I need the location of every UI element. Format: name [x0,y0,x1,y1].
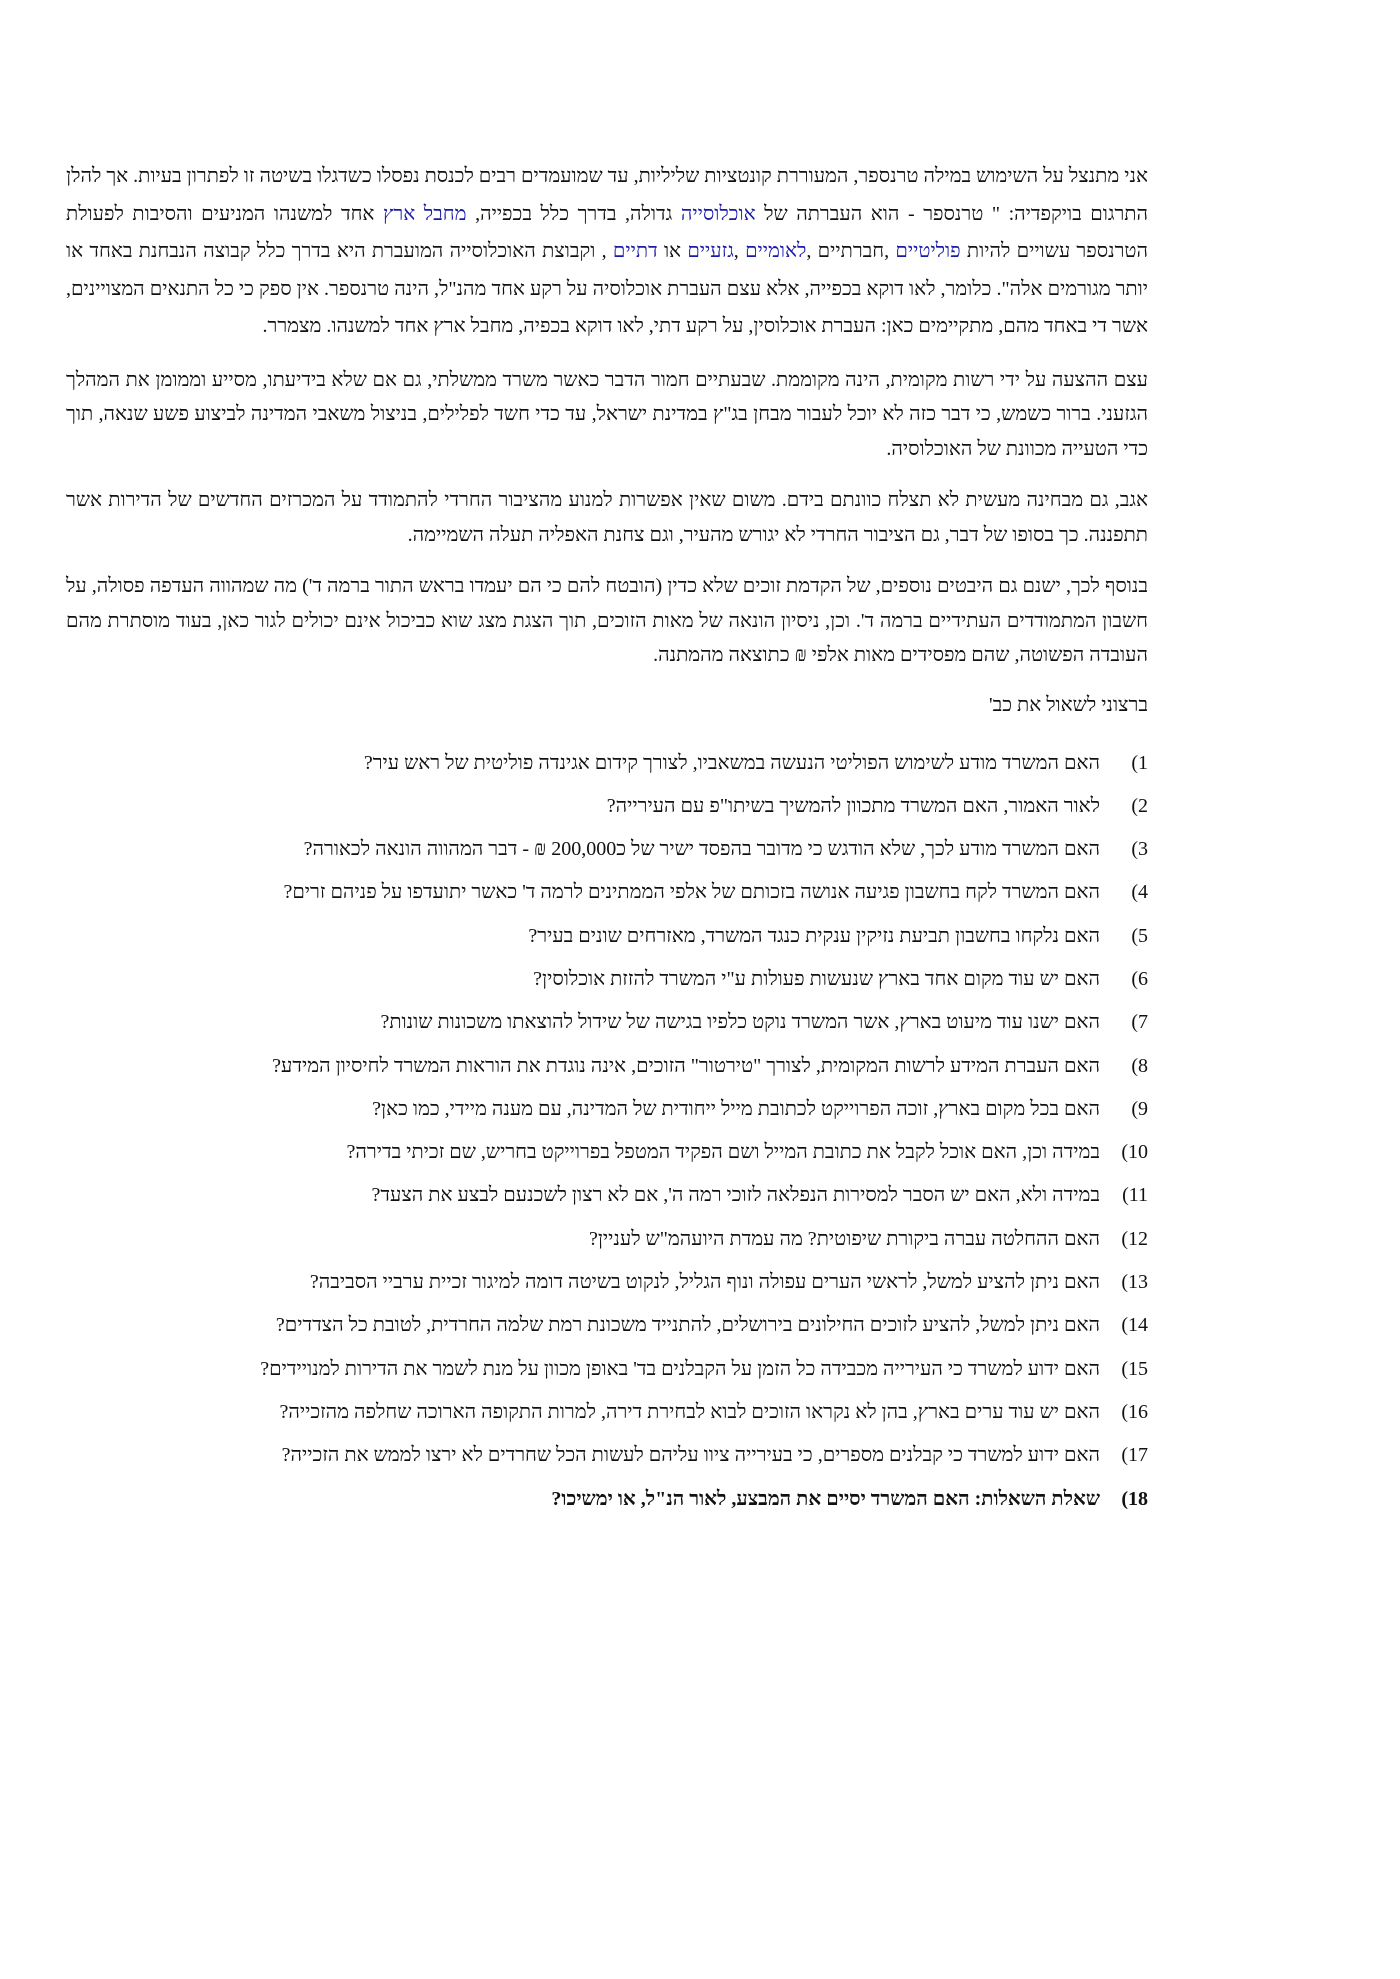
question-text: האם ישנו עוד מיעוט בארץ, אשר המשרד נוקט כלפיו בגישה של שידול להוצאתו משכונות שונות? [380,1011,1100,1034]
question-item [66,834,1148,877]
question-item [66,748,1148,791]
paragraph-additional-aspects: בנוסף לכך, ישנם גם היבטים נוספים, של הקדמת זוכים שלא כדין (הובטח להם כי הם יעמדו בראש התור ברמה ד') מה שמהווה העדפה פסולה, על חשבון המתמודדים העתידיים ברמה ד'. וכן, ניסיון הונאה של מאות הזוכים, תוך הצגת מצג שוא כביכול אינם יכולים לגור כאן, בעוד מוסתרת מהם העובדה הפשוטה, שהם מפסידים מאות אלפי ₪ כתוצאה מהמתנה. [66,575,1148,666]
question-number: 5) [1131,924,1148,947]
document-page [66,158,1148,1527]
question-item [66,1397,1148,1440]
question-item [66,964,1148,1007]
question-number: 9) [1131,1097,1148,1120]
question-item [66,1267,1148,1310]
paragraph-practical-aspect: אגב, גם מבחינה מעשית לא תצלח כוונתם בידם. משום שאין אפשרות למנוע מהציבור החרדי להתמודד על המכרזים החדשים של הדירות אשר תתפננה. כך בסופו של דבר, גם הציבור החרדי לא יגורש מהעיר, וגם צחנת האפליה תעלה השמיימה. [66,489,1148,546]
question-text: האם ידוע למשרד כי העירייה מכבידה כל הזמן על הקבלנים בד' באופן מכוון על מנת לשמר את הדירות למנויידים? [260,1357,1100,1380]
question-number: 6) [1131,967,1148,990]
question-item [66,1440,1148,1483]
questions-intro: ברצוני לשאול את כב' [988,693,1148,716]
question-number: 11) [1122,1184,1148,1207]
question-text: האם יש עוד ערים בארץ, בהן לא נקראו הזוכים לבוא לבחירת דירה, למרות התקופה הארוכה שחלפה מהזכייה? [279,1400,1100,1423]
question-text: האם ניתן למשל, להציע לזוכים החילונים בירושלים, להתנייד משכונת רמת שלמה החרדית, לטובת כל הצדדים? [275,1314,1100,1337]
question-text: האם ידוע למשרד כי קבלנים מספרים, כי בעירייה ציוו עליהם לעשות הכל שחרדים לא ירצו לממש את הזכייה? [281,1444,1100,1467]
question-number: 13) [1121,1271,1148,1294]
question-text: האם יש עוד מקום אחד בארץ שנעשות פעולות ע"י המשרד להזזת אוכלוסין? [533,967,1100,990]
question-text: האם ניתן להציע למשל, לראשי הערים עפולה ונוף הגליל, לנקוט בשיטה דומה למיגור זכיית ערביי הסביבה? [309,1271,1100,1294]
text-segment: ,חברתיים , [806,240,896,262]
question-text: האם המשרד לקח בחשבון פגיעה אנושה בזכותם של אלפי הממתינים לרמה ד' כאשר יתועדפו על פניהם זרים? [283,881,1100,904]
question-text: האם המשרד מודע לשימוש הפוליטי הנעשה במשאביו, לצורך קידום אגינדה פוליטית של ראש עיר? [363,751,1100,774]
questions-list [66,748,1148,1527]
question-number: 16) [1121,1400,1148,1423]
paragraph-municipal-proposal: עצם ההצעה על ידי רשות מקומית, הינה מקוממת. שבעתיים חמור הדבר כאשר משרד ממשלתי, גם אם שלא בידיעתו, מסייע וממומן את המהלך הגזעני. ברור כשמש, כי דבר כזה לא יוכל לעבור מבחן בג"ץ במדינת ישראל, עד כדי חשד לפלילים, בניצול משאבי המדינה לביצוע פשע שנאה, תוך כדי הטעייה מכוונת של האוכלוסיה. [66,368,1148,460]
paragraph-transfer-definition [66,158,1148,346]
question-text: במידה ולא, האם יש הסבר למסירות הנפלאה לזוכי רמה ה', אם לא רצון לשכנעם לבצע את הצעד? [371,1184,1100,1207]
link-racial[interactable]: גזעיים [687,240,734,262]
question-number: 8) [1131,1054,1148,1077]
question-item [66,1137,1148,1180]
question-text: במידה וכן, האם אוכל לקבל את כתובת המייל ושם הפקיד המטפל בפרוייקט בחריש, שם זכיתי בדירה? [346,1141,1100,1164]
question-text: שאלת השאלות: האם המשרד יסיים את המבצע, לאור הנ"ל, או ימשיכו? [551,1487,1100,1510]
text-segment: , וקבוצת האוכלוסייה המועברת היא בדרך כלל קבוצה הנבחנת באחד או יותר מגורמים אלה". כלומר, לאו דוקא בכפייה, אלא עצם העברת אוכלוסיה על רקע אחד מהנ"ל, הינה טרנספר. אין ספק כי כל התנאים המצויינים, אשר די באחד מהם, מתקיימים כאן: העברת אוכלוסין, על רקע דתי, לאו דוקא בכפיה, מחבל ארץ אחד למשנהו. מצמרר. [66,240,1148,337]
question-number: 15) [1121,1357,1148,1380]
question-number: 10) [1121,1141,1148,1164]
question-item [66,877,1148,920]
question-item [66,921,1148,964]
link-religious[interactable]: דתיים [612,240,658,262]
question-text: האם העברת המידע לרשות המקומית, לצורך "טירטור" הזוכים, אינה נוגדת את הוראות המשרד לחיסיון המידע? [272,1054,1100,1077]
question-item-final [66,1484,1148,1527]
question-number: 17) [1121,1444,1148,1467]
question-item [66,1180,1148,1223]
question-item [66,1094,1148,1137]
question-item [66,1354,1148,1397]
question-number: 4) [1131,881,1148,904]
link-population[interactable]: אוכלוסייה [680,202,756,225]
question-item [66,1224,1148,1267]
text-segment: , [733,240,746,262]
question-text: האם בכל מקום בארץ, זוכה הפרוייקט לכתובת מייל ייחודית של המדינה, עם מענה מיידי, כמו כאן? [372,1097,1100,1120]
question-number: 7) [1131,1011,1148,1034]
question-text: האם המשרד מודע לכך, שלא הודגש כי מדובר בהפסד ישיר של כ200,000 ₪ - דבר המהווה הונאה לכאורה? [303,838,1100,861]
text-segment: אחד למשנהו המניעים והסיבות לפעולת הטרנספר עשויים להיות [66,202,1149,262]
question-number: 1) [1131,751,1148,774]
text-segment: אני מתנצל על השימוש במילה טרנספר, המעוררת קונטציות שליליות, עד שמועמדים רבים לכנסת נפסלו כשדגלו בשיטה זו לפתרון בעיות. אך להלן התרגום בויקפדיה: " טרנספר - הוא העברתה של [66,165,1149,225]
question-number: 2) [1131,794,1148,817]
link-political[interactable]: פוליטיים [895,240,961,262]
question-item [66,1310,1148,1353]
question-number: 12) [1121,1227,1148,1250]
text-segment: גדולה, בדרך כלל בכפייה, [466,202,681,225]
question-number: 14) [1121,1314,1148,1337]
question-text: האם נלקחו בחשבון תביעת נזיקין ענקית כנגד המשרד, מאזרחים שונים בעיר? [528,924,1100,947]
question-text: לאור האמור, האם המשרד מתכוון להמשיך בשיתו"פ עם העירייה? [606,794,1100,817]
link-land-region[interactable]: מחבל ארץ [382,202,467,225]
question-item [66,791,1148,834]
question-number: 3) [1131,838,1148,861]
text-segment: או [657,240,688,262]
question-number: 18) [1121,1487,1148,1510]
question-item [66,1051,1148,1094]
question-item [66,1007,1148,1050]
link-national[interactable]: לאומיים [745,240,807,262]
question-text: האם ההחלטה עברה ביקורת שיפוטית? מה עמדת היועהמ"ש לעניין? [588,1227,1100,1250]
